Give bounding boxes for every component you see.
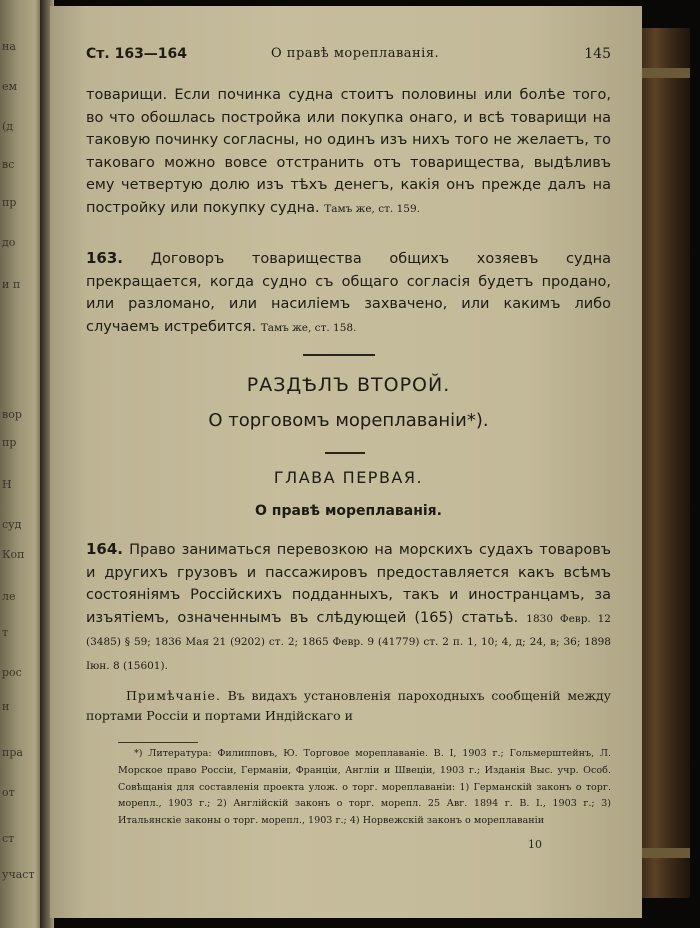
printer-signature: 10 bbox=[528, 838, 542, 851]
edge-band bbox=[640, 68, 690, 78]
left-page-fragment: пр bbox=[2, 196, 17, 209]
article-163 bbox=[86, 247, 611, 339]
chapter-subheading: О правѣ мореплаванія. bbox=[255, 503, 442, 519]
footnote-text: *) Литература: Филипповъ, Ю. Торговое мореплаваніе. В. I, 1903 г.; Гольмерштейнъ, Л. Морское право Россіи, Германіи, Франціи, Англіи и Швеціи, 1903 г.; Изданія Выс. учр. Особ. Совѣщанія для составленія проекта улож. о торг. мореплаваніи: 1) Германскій законъ о торг. морепл., 1903 г.; 2) Англійскій законъ о торг. морепл. 25 Авг. 1894 г. В. I., 1903 г.; 3) Итальянскіе законы о торг. морепл., 1903 г.; 4) Норвежскій законъ о мореплаваніи bbox=[118, 748, 611, 827]
paragraph-text: товарищи. Если починка судна стоитъ половины или болѣе того, во что обошлась постройка или покупка онаго, и всѣ товарищи на таковую починку согласны, но одинъ изъ нихъ того не желаетъ, то таковаго можно вовсе отстранить отъ товарищества, выдѣливъ ему четвертую долю изъ тѣхъ денегъ, какія онъ прежде далъ на постройку или покупку судна. bbox=[86, 87, 611, 216]
article-164 bbox=[86, 538, 611, 677]
left-page-fragment: рос bbox=[2, 666, 22, 679]
source-reference: Тамъ же, ст. 159. bbox=[324, 202, 420, 215]
left-page-fragment: до bbox=[2, 236, 16, 249]
left-page-fragment: и п bbox=[2, 278, 21, 291]
left-page-fragment: пр bbox=[2, 436, 17, 449]
section-divider bbox=[303, 354, 375, 356]
article-text: Право заниматься перевозкою на морскихъ судахъ товаровъ и другихъ грузовъ и пассажировъ предоставляется какъ всѣмъ состояніямъ Россійскихъ подданныхъ, такъ и иностранцамъ, за изъятіемъ, означеннымъ въ слѣдующей (165) статьѣ. bbox=[86, 542, 611, 626]
left-page-fragment: суд bbox=[2, 518, 22, 531]
article-number: 163. bbox=[86, 249, 124, 267]
left-page-fragment: от bbox=[2, 786, 15, 799]
left-facing-page bbox=[0, 0, 44, 928]
section-subheading: О торговомъ мореплаваніи*). bbox=[208, 410, 489, 431]
left-page-fragment: ст bbox=[2, 832, 15, 845]
footnote-divider bbox=[118, 742, 198, 743]
header-articles: Ст. 163—164 bbox=[86, 46, 188, 62]
running-header bbox=[86, 46, 611, 66]
book-edge bbox=[640, 28, 690, 898]
footnote bbox=[118, 746, 611, 830]
left-page-fragment: вор bbox=[2, 408, 22, 421]
left-page-fragment: Коп bbox=[2, 548, 25, 561]
left-page-fragment: Н bbox=[2, 478, 12, 491]
left-page-fragment: т bbox=[2, 626, 9, 639]
source-reference: Тамъ же, ст. 158. bbox=[260, 321, 357, 334]
note-text: Въ видахъ установленія пароходныхъ сообщеній между портами Россіи и портами Индійскаго и bbox=[86, 688, 611, 723]
edge-band bbox=[640, 848, 690, 858]
left-page-fragment: вс bbox=[2, 158, 15, 171]
chapter-heading: ГЛАВА ПЕРВАЯ. bbox=[273, 468, 424, 487]
left-page-fragment: (д bbox=[2, 120, 14, 133]
left-page-fragment: ем bbox=[2, 80, 18, 93]
note-label: Примѣчаніе. bbox=[126, 688, 221, 703]
source-reference: 1830 Февр. 12 (3485) § 59; 1836 Мая 21 (9202) ст. 2; 1865 Февр. 9 (41779) ст. 2 п. 1, 10; 4, д; 24, в; 36; 1898 Іюн. 8 (15601). bbox=[86, 612, 611, 672]
page-number: 145 bbox=[584, 46, 611, 62]
article-note bbox=[86, 686, 611, 726]
left-page-fragment: на bbox=[2, 40, 16, 53]
book-page bbox=[50, 6, 642, 918]
article-text: Договоръ товарищества общихъ хозяевъ судна прекращается, когда судно съ общаго согласія будетъ продано, или разломано, или насиліемъ захвачено, или какимъ либо случаемъ истребится. bbox=[86, 251, 611, 335]
left-page-fragment: н bbox=[2, 700, 10, 713]
paragraph-continued bbox=[86, 84, 611, 220]
article-number: 164. bbox=[86, 540, 124, 558]
left-page-fragment: ле bbox=[2, 590, 16, 603]
section-heading: РАЗДѢЛЪ ВТОРОЙ. bbox=[246, 374, 451, 396]
left-page-fragment: участ bbox=[2, 868, 35, 881]
header-title: О правѣ мореплаванія. bbox=[271, 46, 440, 61]
chapter-divider bbox=[325, 452, 365, 454]
left-page-fragment: пра bbox=[2, 746, 23, 759]
